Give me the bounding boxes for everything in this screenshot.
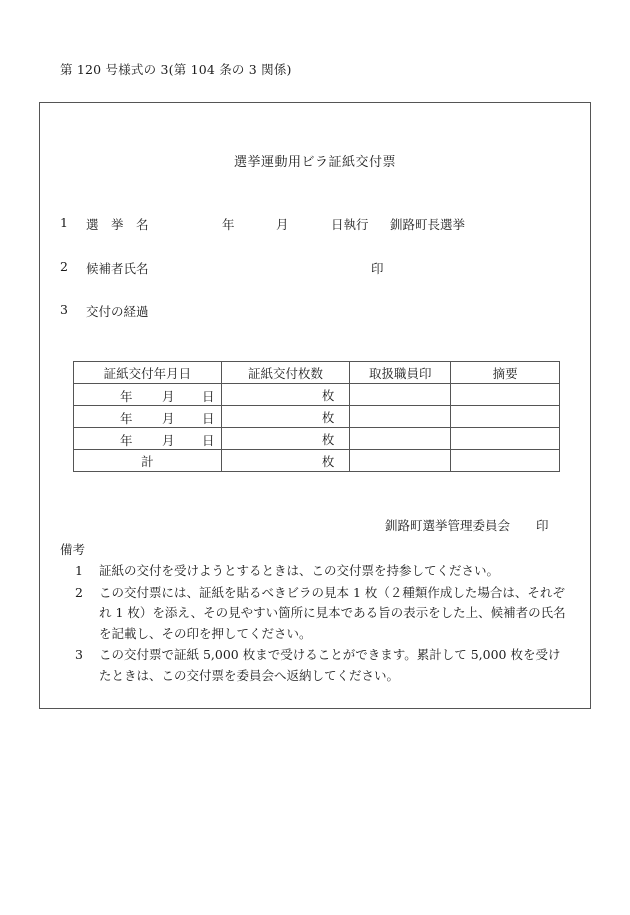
count-cell[interactable]: 枚 (221, 406, 350, 428)
note-text: 証紙の交付を受けようとするときは、この交付票を持参してください。 (99, 563, 500, 578)
remarks-cell[interactable] (451, 384, 560, 406)
total-count-cell[interactable]: 枚 (221, 450, 350, 472)
table-total-row (74, 450, 560, 472)
document-title: 選挙運動用ビラ証紙交付票 (233, 155, 396, 170)
notes-list (75, 561, 570, 687)
date-month: 月 (162, 411, 175, 426)
table-row (74, 384, 560, 406)
date-day: 日 (202, 433, 215, 448)
election-month: 月 (276, 217, 289, 232)
committee-seal: 印 (536, 518, 549, 533)
table-row (74, 428, 560, 450)
table-row (74, 406, 560, 428)
header-count: 証紙交付枚数 (221, 362, 350, 384)
candidate-number: 2 (60, 259, 68, 274)
candidate-label: 候補者氏名 (86, 261, 149, 276)
form-number: 第 120 号様式の 3(第 104 条の 3 関係) (60, 62, 292, 77)
date-month: 月 (162, 433, 175, 448)
note-item (75, 561, 570, 582)
candidate-seal: 印 (371, 261, 384, 276)
election-day-exec: 日執行 (331, 217, 369, 232)
election-number: 1 (60, 215, 68, 230)
remarks-cell[interactable] (451, 428, 560, 450)
note-number: 2 (75, 584, 83, 600)
date-day: 日 (202, 411, 215, 426)
date-month: 月 (162, 389, 175, 404)
committee-name: 釧路町選挙管理委員会 (385, 518, 511, 533)
form-frame (39, 102, 591, 709)
total-staff-seal-cell[interactable] (350, 450, 451, 472)
staff-seal-cell[interactable] (350, 406, 451, 428)
date-day: 日 (202, 389, 215, 404)
total-label: 計 (74, 450, 222, 472)
date-cell[interactable] (74, 406, 222, 428)
election-year: 年 (222, 217, 235, 232)
staff-seal-cell[interactable] (350, 384, 451, 406)
header-staff-seal: 取扱職員印 (350, 362, 451, 384)
committee-line (385, 516, 549, 534)
note-text: この交付票には、証紙を貼るべきビラの見本 1 枚（２種類作成した場合は、それぞれ 1 枚）を添え、その見やすい箇所に見本である旨の表示をした上、候補者の氏名を記載し、その印を押してください。 (99, 584, 566, 641)
process-number: 3 (60, 302, 68, 317)
note-number: 1 (75, 563, 83, 578)
date-year: 年 (120, 389, 133, 404)
table-header-row (74, 362, 560, 384)
issuance-table (73, 361, 560, 472)
date-cell[interactable] (74, 428, 222, 450)
staff-seal-cell[interactable] (350, 428, 451, 450)
count-cell[interactable]: 枚 (221, 384, 350, 406)
remarks-cell[interactable] (451, 406, 560, 428)
date-year: 年 (120, 411, 133, 426)
header-date: 証紙交付年月日 (74, 362, 222, 384)
election-label: 選 挙 名 (86, 217, 149, 232)
note-text: この交付票で証紙 5,000 枚まで受けることができます。累計して 5,000 枚を受けたときは、この交付票を委員会へ返納してください。 (99, 647, 561, 683)
header-remarks: 摘要 (451, 362, 560, 384)
count-cell[interactable]: 枚 (221, 428, 350, 450)
note-item (75, 645, 570, 686)
process-label: 交付の経過 (86, 304, 149, 319)
note-number: 3 (75, 647, 83, 662)
date-year: 年 (120, 433, 133, 448)
note-item (75, 583, 570, 645)
total-remarks-cell[interactable] (451, 450, 560, 472)
notes-heading: 備考 (60, 542, 86, 557)
election-name: 釧路町長選挙 (390, 217, 466, 232)
date-cell[interactable] (74, 384, 222, 406)
